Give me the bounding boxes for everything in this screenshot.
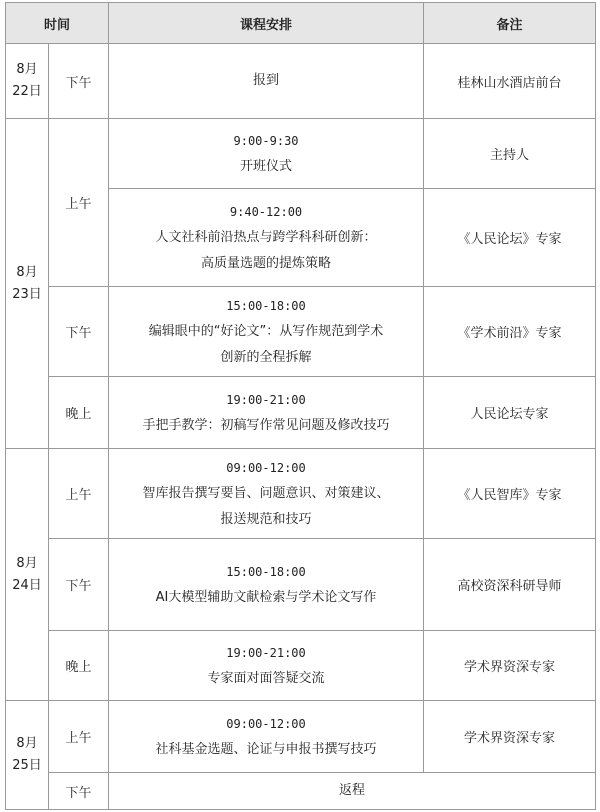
note-cell: 主持人 xyxy=(424,119,596,189)
course-cell xyxy=(109,44,424,119)
date-day: 22日 xyxy=(12,84,42,99)
course-title: 社科基金选题、论证与申报书撰写技巧 xyxy=(155,741,377,757)
table-row xyxy=(6,701,596,773)
course-cell xyxy=(109,539,424,631)
course-cell xyxy=(109,449,424,539)
date-cell xyxy=(6,119,49,449)
course-title: 人文社科前沿热点与跨学科科研创新： xyxy=(155,229,377,245)
table-row xyxy=(6,773,596,810)
course-title: 智库报告撰写要旨、问题意识、对策建议、 xyxy=(142,485,390,501)
note-cell: 学术界资深专家 xyxy=(424,631,596,701)
period-cell: 下午 xyxy=(49,773,109,810)
course-time: 15:00-18:00 xyxy=(226,564,306,579)
table-row xyxy=(6,44,596,119)
course-time: 09:00-12:00 xyxy=(226,460,306,475)
header-time: 时间 xyxy=(6,3,109,44)
course-cell xyxy=(109,631,424,701)
date-day: 25日 xyxy=(12,758,42,773)
date-cell xyxy=(6,449,49,701)
course-title: 开班仪式 xyxy=(240,158,293,174)
course-title: 高质量选题的提炼策略 xyxy=(201,255,332,271)
course-time: 15:00-18:00 xyxy=(226,298,306,313)
course-cell xyxy=(109,287,424,377)
header-note: 备注 xyxy=(424,3,596,44)
course-time: 9:00-9:30 xyxy=(233,133,299,148)
period-cell: 下午 xyxy=(49,287,109,377)
table-row xyxy=(6,119,596,189)
course-title: 编辑眼中的“好论文”：从写作规范到学术 xyxy=(148,323,384,339)
course-title: 报到 xyxy=(253,73,280,88)
note-cell: 《学术前沿》专家 xyxy=(424,287,596,377)
period-cell: 上午 xyxy=(49,701,109,773)
schedule-table xyxy=(5,2,596,810)
note-cell: 高校资深科研导师 xyxy=(424,539,596,631)
course-title: 返程 xyxy=(339,783,366,798)
course-cell xyxy=(109,701,424,773)
note-cell: 人民论坛专家 xyxy=(424,377,596,449)
course-time: 9:40-12:00 xyxy=(229,204,303,219)
note-cell: 《人民论坛》专家 xyxy=(424,189,596,287)
course-cell xyxy=(109,119,424,189)
date-month: 8月 xyxy=(16,62,38,77)
table-row xyxy=(6,539,596,631)
table-row xyxy=(6,377,596,449)
period-cell: 晚上 xyxy=(49,377,109,449)
period-cell: 下午 xyxy=(49,539,109,631)
table-row xyxy=(6,287,596,377)
period-cell: 下午 xyxy=(49,44,109,119)
date-month: 8月 xyxy=(16,264,38,280)
period-cell: 上午 xyxy=(49,119,109,287)
course-title: 手把手教学：初稿写作常见问题及修改技巧 xyxy=(142,417,390,433)
period-cell: 晚上 xyxy=(49,631,109,701)
note-cell: 《人民智库》专家 xyxy=(424,449,596,539)
course-cell xyxy=(109,377,424,449)
table-row xyxy=(6,449,596,539)
period-cell: 上午 xyxy=(49,449,109,539)
course-time: 19:00-21:00 xyxy=(226,645,306,660)
course-cell xyxy=(109,773,596,810)
course-time: 09:00-12:00 xyxy=(226,716,306,731)
course-title: 报送规范和技巧 xyxy=(220,511,312,527)
date-day: 24日 xyxy=(12,577,42,593)
course-time: 19:00-21:00 xyxy=(226,392,306,407)
course-cell xyxy=(109,189,424,287)
note-cell: 学术界资深专家 xyxy=(424,701,596,773)
note-cell: 桂林山水酒店前台 xyxy=(424,44,596,119)
course-title: AI大模型辅助文献检索与学术论文写作 xyxy=(155,589,377,605)
date-day: 23日 xyxy=(12,286,42,302)
date-month: 8月 xyxy=(16,736,38,751)
course-title: 创新的全程拆解 xyxy=(220,349,312,365)
date-cell xyxy=(6,44,49,119)
date-month: 8月 xyxy=(16,555,38,571)
header-course: 课程安排 xyxy=(109,3,424,44)
table-row xyxy=(6,631,596,701)
date-cell xyxy=(6,701,49,810)
course-title: 专家面对面答疑交流 xyxy=(207,670,325,686)
header-row xyxy=(6,3,596,44)
